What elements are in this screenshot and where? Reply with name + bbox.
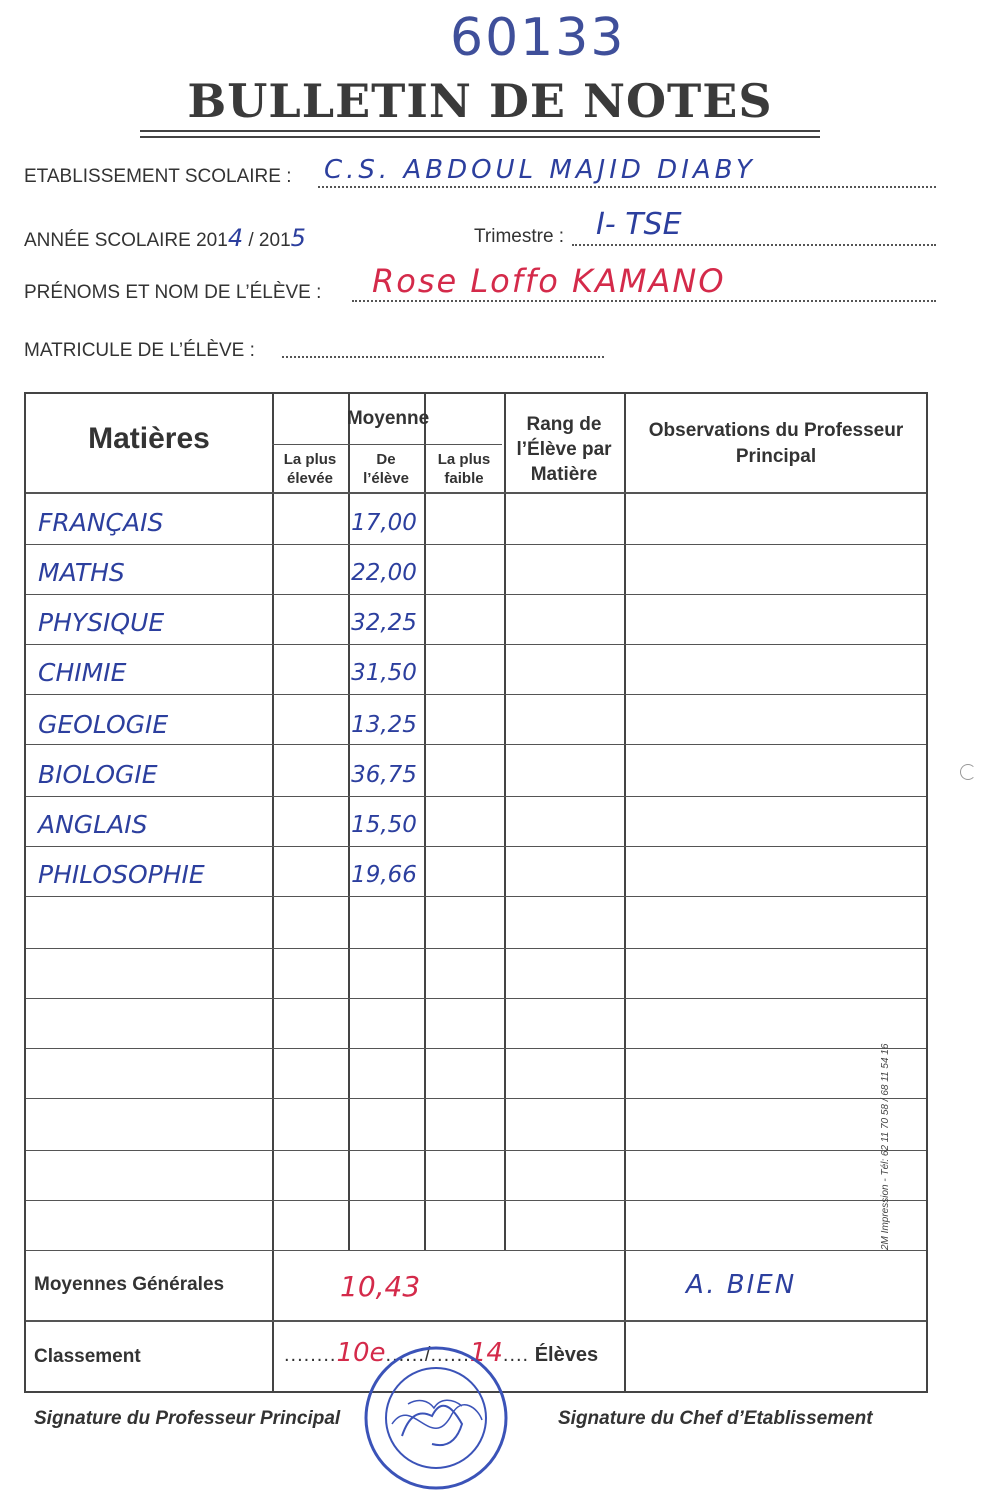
header-highest: [272, 450, 348, 488]
student-score: 15,50: [351, 812, 417, 838]
header-rank-line1: Rang de: [526, 414, 602, 435]
ranking-total: 14: [469, 1338, 503, 1368]
row-divider: [26, 948, 926, 949]
row-divider: [26, 594, 926, 595]
header-subjects: Matières: [88, 422, 210, 455]
col-divider: [504, 394, 506, 1250]
general-average-label: Moyennes Générales: [34, 1274, 225, 1295]
trimestre-dotted-line: [572, 244, 936, 246]
header-lowest: [424, 450, 504, 488]
header-observations: [624, 418, 928, 470]
matricule-label: MATRICULE DE L’ÉLÈVE :: [24, 340, 255, 361]
row-divider: [26, 644, 926, 645]
year-start-digit: 4: [227, 224, 244, 252]
title-underline-1: [140, 130, 820, 132]
row-divider: [26, 744, 926, 745]
school-stamp: [362, 1344, 510, 1492]
row-divider: [26, 1250, 926, 1251]
header-highest-line2: élevée: [287, 470, 333, 487]
subject-name: GEOLOGIE: [38, 710, 169, 739]
year-end-digit: 5: [290, 224, 306, 252]
student-value: Rose Loffo KAMANO: [372, 262, 726, 300]
school-dotted-line: [318, 186, 936, 188]
subject-name: ANGLAIS: [38, 810, 148, 839]
header-observations-line1: Observations du Professeur: [648, 420, 904, 441]
school-value: C.S. ABDOUL MAJID DIABY: [324, 155, 756, 185]
student-score: 22,00: [351, 560, 417, 586]
subject-name: PHILOSOPHIE: [38, 860, 205, 889]
header-moyenne: Moyenne: [346, 408, 430, 429]
row-divider: [26, 998, 926, 999]
student-dotted-line: [352, 300, 936, 302]
ranking-label: Classement: [34, 1346, 141, 1367]
general-average-value: 10,43: [340, 1270, 421, 1303]
header-lowest-line1: La plus: [437, 451, 491, 468]
header-highest-line1: La plus: [283, 451, 337, 468]
subject-name: MATHS: [38, 558, 125, 587]
row-divider: [26, 1048, 926, 1049]
row-divider: [26, 1200, 926, 1201]
teacher-signature-label: Signature du Professeur Principal: [34, 1408, 341, 1429]
header-rank-line3: Matière: [530, 464, 598, 485]
ranking-dots: ......: [430, 1344, 470, 1366]
col-divider: [424, 394, 426, 1250]
header-observations-line2: Principal: [735, 446, 817, 467]
year-label-prefix: ANNÉE SCOLAIRE 201: [24, 230, 228, 251]
row-divider: [26, 1098, 926, 1099]
moyenne-divider: [272, 444, 502, 445]
student-label: PRÉNOMS ET NOM DE L’ÉLÈVE :: [24, 282, 322, 303]
ranking-dots: ....: [502, 1344, 530, 1366]
printer-note: 2M Impression - Tél: 62 11 70 58 / 68 11 54 16: [880, 1043, 891, 1250]
trimestre-label: Trimestre :: [474, 226, 565, 247]
row-divider: [26, 846, 926, 847]
general-observation: A. BIEN: [686, 1270, 797, 1300]
year-label: [24, 224, 306, 252]
student-score: 31,50: [351, 660, 417, 686]
ranking-rank: 10e: [336, 1338, 386, 1368]
subject-name: FRANÇAIS: [38, 508, 164, 537]
header-rank: [504, 412, 624, 487]
row-divider: [26, 694, 926, 695]
student-score: 13,25: [351, 712, 417, 738]
ranking-suffix: Élèves: [534, 1344, 599, 1366]
year-label-mid: / 201: [243, 230, 291, 251]
row-divider: [26, 1320, 926, 1322]
header-student-line1: De: [376, 451, 396, 468]
document-title: BULLETIN DE NOTES: [187, 74, 773, 128]
head-signature-label: Signature du Chef d’Etablissement: [558, 1408, 873, 1429]
school-label: ETABLISSEMENT SCOLAIRE :: [24, 166, 292, 187]
student-score: 32,25: [351, 610, 417, 636]
row-divider: [26, 796, 926, 797]
grade-table: [24, 392, 928, 1393]
ranking-separator: /: [424, 1344, 431, 1366]
ranking-dots: ........: [284, 1344, 337, 1366]
reference-number: 60133: [450, 8, 626, 68]
header-student-line2: l’élève: [363, 470, 409, 487]
ranking-dots: ......: [385, 1344, 425, 1366]
row-divider: [26, 544, 926, 545]
matricule-dotted-line: [282, 356, 604, 358]
subject-name: PHYSIQUE: [38, 608, 165, 637]
punch-hole-mark: [960, 764, 976, 780]
header-lowest-line2: faible: [444, 470, 484, 487]
student-score: 36,75: [351, 762, 417, 788]
trimestre-value: I- TSE: [596, 207, 682, 242]
row-divider: [26, 1150, 926, 1151]
row-divider: [26, 492, 926, 494]
subject-name: CHIMIE: [38, 658, 127, 687]
row-divider: [26, 896, 926, 897]
header-rank-line2: l’Élève par: [516, 439, 612, 460]
header-student: [348, 450, 424, 488]
subject-name: BIOLOGIE: [38, 760, 158, 789]
student-score: 17,00: [351, 510, 417, 536]
title-underline-2: [140, 136, 820, 138]
student-score: 19,66: [351, 862, 417, 888]
